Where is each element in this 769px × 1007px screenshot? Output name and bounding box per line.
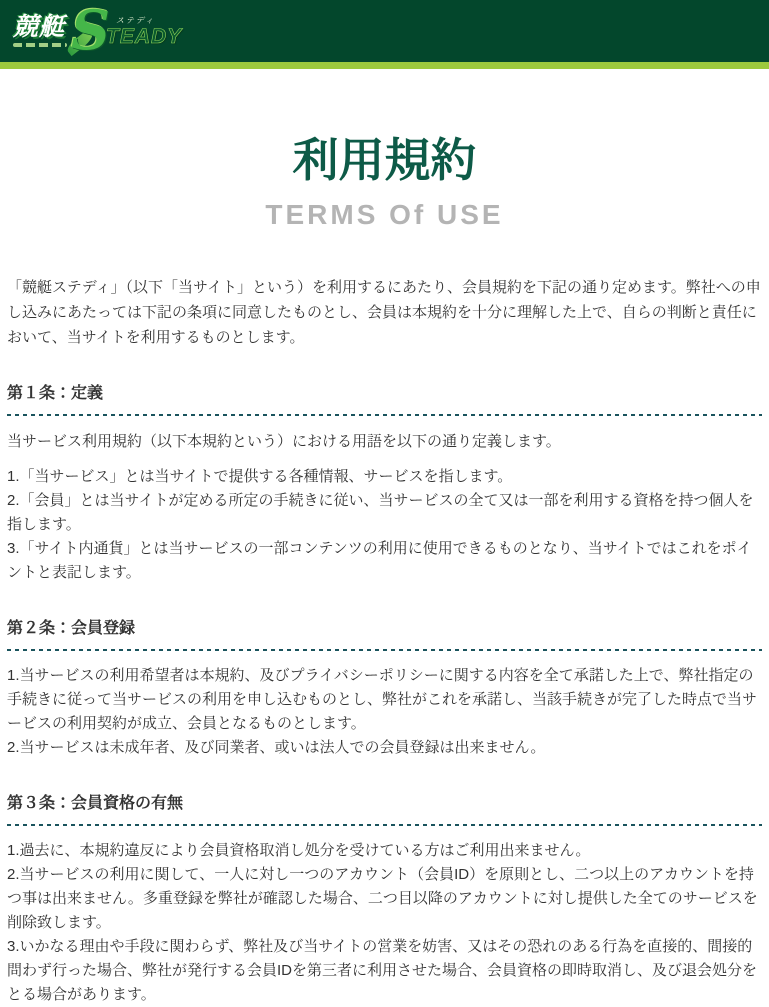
section-item: 3.いかなる理由や手段に関わらず、弊社及び当サイトの営業を妨害、又はその恐れのある行為を直接的、間接的問わず行った場合、弊社が発行する会員IDを第三者に利用させた場合、会員資格の即時取消し、及び退会処分をとる場合があります。 (7, 938, 758, 1004)
section-item: 1.過去に、本規約違反により会員資格取消し処分を受けている方はご利用出来ません。 (7, 842, 591, 860)
section-item: 2.当サービスは未成年者、及び同業者、或いは法人での会員登録は出来ません。 (7, 739, 546, 757)
dashed-divider (7, 649, 762, 651)
intro-paragraph: 「競艇ステディ」（以下「当サイト」という）を利用するにあたり、会員規約を下記の通り定めます。弊社への申し込みにあたっては下記の条項に同意したものとし、会員は本規約を十分に理解した上で、自らの判断と責任において、当サイトを利用するものとします。 (7, 279, 761, 347)
logo-kanji-block (13, 15, 67, 47)
site-logo[interactable] (13, 0, 183, 62)
main-content (0, 133, 769, 1007)
logo-kana-text: ステディ (116, 16, 156, 25)
page-title: 利用規約 (292, 133, 477, 187)
section-article-3 (7, 790, 762, 1007)
logo-teady-text: TEADY (106, 25, 183, 48)
section-article-1 (7, 380, 762, 585)
section-heading: 第２条：会員登録 (7, 620, 136, 638)
terms-body (0, 275, 769, 1007)
section-heading: 第１条：定義 (7, 385, 104, 403)
section-item: 1.「当サービス」とは当サイトで提供する各種情報、サービスを指します。 (7, 468, 513, 486)
section-heading: 第３条：会員資格の有無 (7, 795, 184, 813)
logo-s-block (67, 0, 110, 62)
logo-steady-block (106, 16, 183, 48)
page-subtitle: TERMS Of USE (265, 199, 504, 231)
logo-s-letter: S (71, 0, 110, 62)
section-item: 3.「サイト内通貨」とは当サービスの一部コンテンツの利用に使用できるものとなり、当サイトではこれをポイントと表記します。 (7, 540, 752, 582)
dashed-divider (7, 824, 762, 826)
section-article-2 (7, 615, 762, 760)
logo-kanji-text: 競艇 (13, 13, 66, 41)
site-header (0, 0, 769, 69)
section-lead: 当サービス利用規約（以下本規約という）における用語を以下の通り定義します。 (7, 433, 561, 451)
dashed-divider (7, 414, 762, 416)
section-item: 2.当サービスの利用に関して、一人に対し一つのアカウント（会員ID）を原則とし、二つ以上のアカウントを持つ事は出来ません。多重登録を弊社が確認した場合、二つ目以降のアカウントに対し提供した全てのサービスを削除致します。 (7, 866, 758, 932)
section-item: 1.当サービスの利用希望者は本規約、及びプライバシーポリシーに関する内容を全て承諾した上で、弊社指定の手続きに従って当サービスの利用を申し込むものとし、弊社がこれを承諾し、当該手続きが完了した時点で当サービスの利用契約が成立、会員となるものとします。 (7, 667, 758, 733)
section-item: 2.「会員」とは当サイトが定める所定の手続きに従い、当サービスの全て又は一部を利用する資格を持つ個人を指します。 (7, 492, 754, 534)
logo-tagline-decoration (13, 43, 67, 47)
